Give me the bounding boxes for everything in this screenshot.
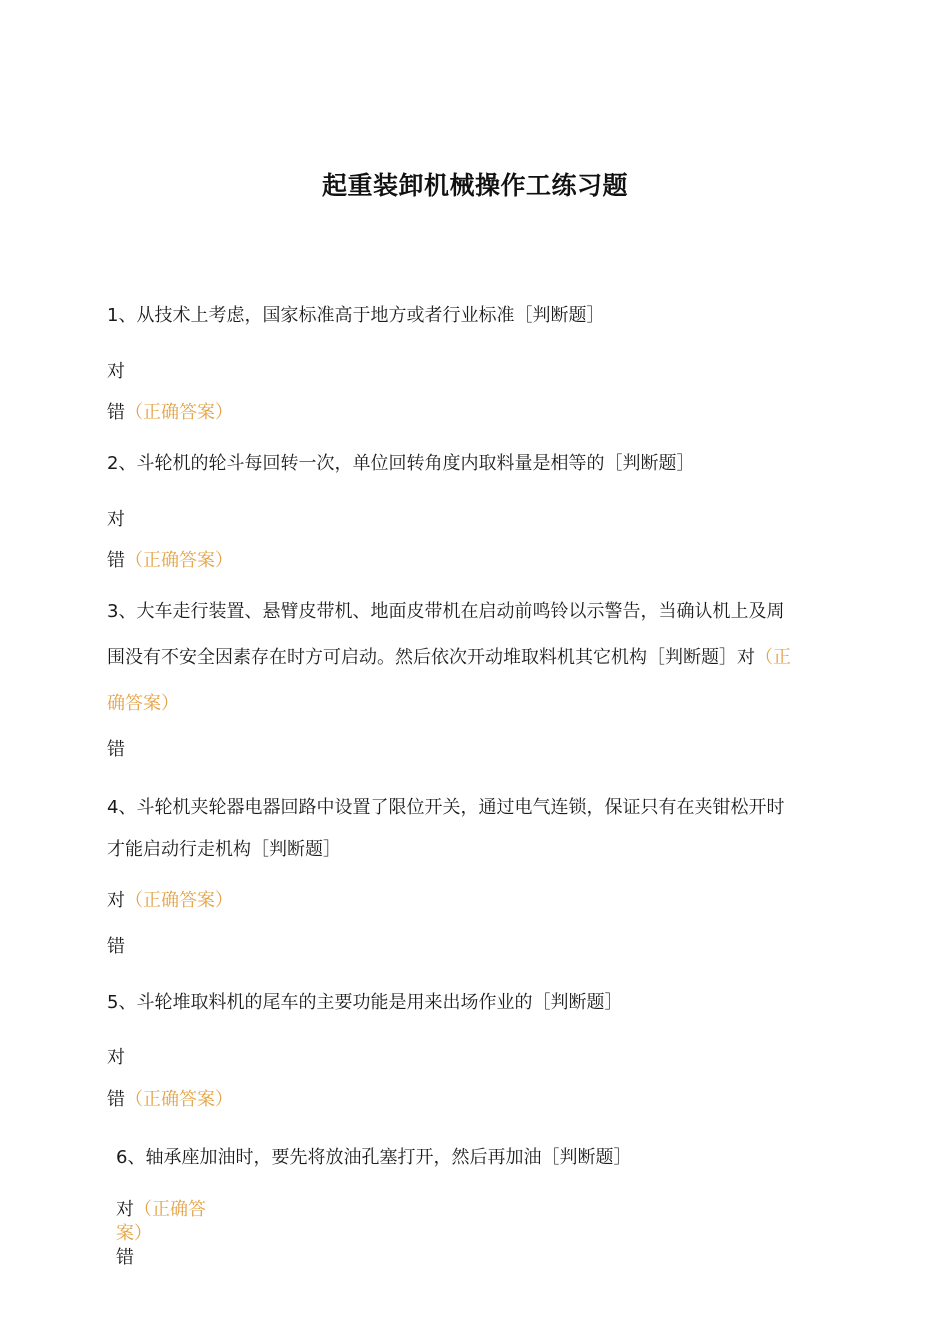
question-3-option-false: 错 xyxy=(107,739,125,760)
question-4-option-false: 错 xyxy=(107,936,125,957)
correct-answer-mark: （正确答案） xyxy=(125,550,233,571)
question-3-text-line-1: 3、大车走行装置、悬臂皮带机、地面皮带机在启动前鸣铃以示警告，当确认机上及周 xyxy=(107,601,785,622)
question-2-option-false xyxy=(107,549,233,573)
option-label: 错 xyxy=(107,402,125,423)
option-label: 错 xyxy=(107,1089,125,1110)
question-2-option-true: 对 xyxy=(107,509,125,530)
question-1-text: 1、从技术上考虑，国家标准高于地方或者行业标准［判断题］ xyxy=(107,305,605,326)
question-1-option-true: 对 xyxy=(107,361,125,382)
correct-answer-mark: （正确答案） xyxy=(125,890,233,911)
question-6-option-false: 错 xyxy=(116,1247,134,1268)
correct-answer-mark: （正确答 xyxy=(134,1199,206,1220)
question-5-option-false xyxy=(107,1088,233,1112)
correct-answer-mark: （正确答案） xyxy=(125,1089,233,1110)
question-4-text-line-2: 才能启动行走机构［判断题］ xyxy=(107,839,341,860)
question-3-answer-continued: 确答案） xyxy=(107,693,179,714)
option-label: 错 xyxy=(107,550,125,571)
option-label: 对 xyxy=(116,1199,134,1220)
question-6-option-true xyxy=(116,1198,206,1222)
question-4-text-line-1: 4、斗轮机夹轮器电器回路中设置了限位开关，通过电气连锁，保证只有在夹钳松开时 xyxy=(107,797,785,818)
question-2-text: 2、斗轮机的轮斗每回转一次，单位回转角度内取料量是相等的［判断题］ xyxy=(107,453,695,474)
question-6-text: 6、轴承座加油时，要先将放油孔塞打开，然后再加油［判断题］ xyxy=(116,1147,632,1168)
question-4-option-true xyxy=(107,889,233,913)
question-text: 围没有不安全因素存在时方可启动。然后依次开动堆取料机其它机构［判断题］对 xyxy=(107,647,755,668)
correct-answer-mark: （正 xyxy=(755,647,791,668)
question-3-text-line-2 xyxy=(107,646,791,670)
question-6-answer-continued: 案） xyxy=(116,1223,152,1244)
document-title: 起重装卸机械操作工练习题 xyxy=(321,171,628,200)
question-1-option-false xyxy=(107,401,233,425)
question-5-option-true: 对 xyxy=(107,1047,125,1068)
correct-answer-mark: （正确答案） xyxy=(125,402,233,423)
question-5-text: 5、斗轮堆取料机的尾车的主要功能是用来出场作业的［判断题］ xyxy=(107,992,623,1013)
option-label: 对 xyxy=(107,890,125,911)
